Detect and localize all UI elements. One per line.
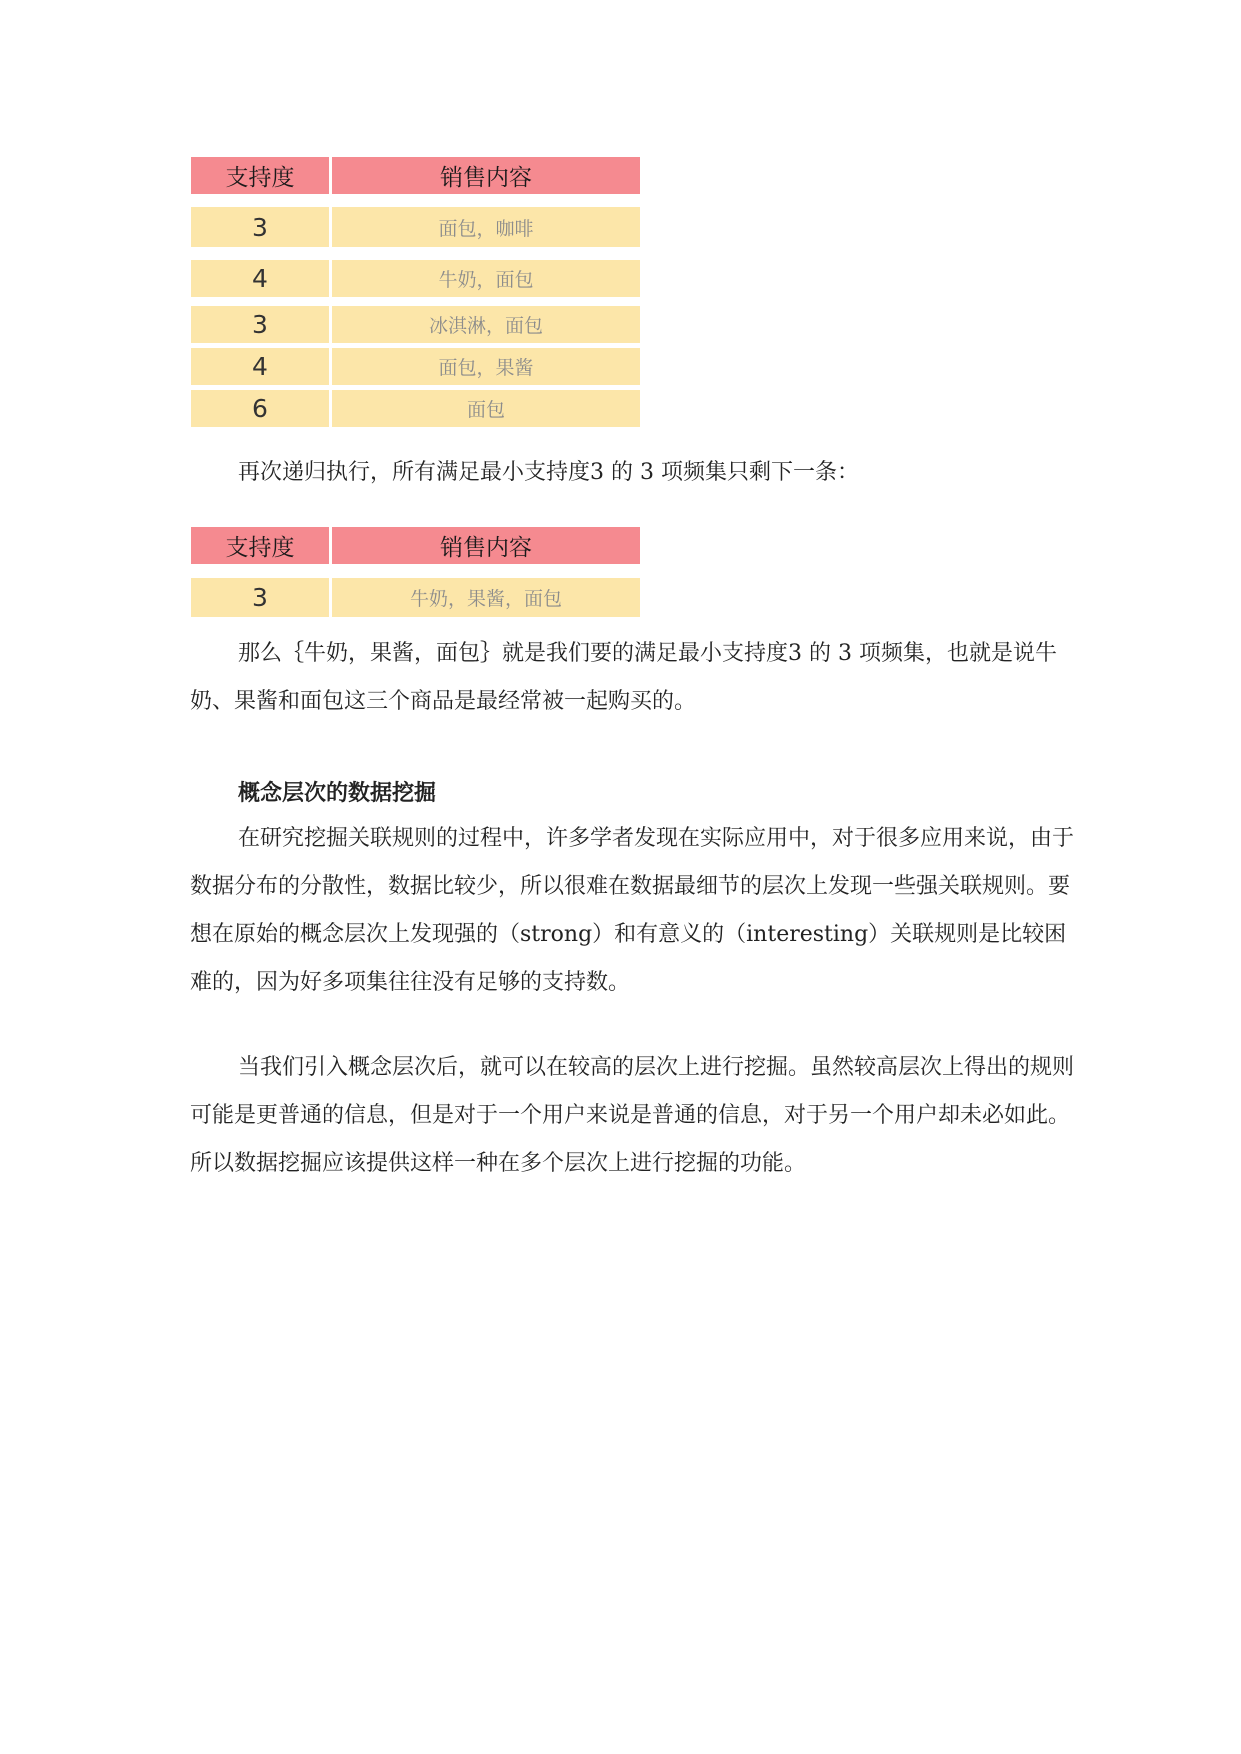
header-content: 销售内容 [332, 527, 640, 564]
cell-support: 4 [191, 260, 329, 297]
cell-support: 4 [191, 348, 329, 385]
table-row [191, 306, 640, 343]
cell-content: 面包 [332, 390, 640, 427]
paragraph-concept-hierarchy: 在研究挖掘关联规则的过程中，许多学者发现在实际应用中，对于很多应用来说，由于数据分布的分散性，数据比较少，所以很难在数据最细节的层次上发现一些强关联规则。要想在原始的概念层次上发现强的（strong）和有意义的（interesting）关联规则是比较困难的，因为好多项集往往没有足够的支持数。 [190, 826, 1075, 995]
paragraph-recursion: 再次递归执行，所有满足最小支持度3 的 3 项频集只剩下一条： [238, 460, 859, 485]
cell-support: 3 [191, 306, 329, 343]
table-row [191, 207, 640, 247]
cell-content: 牛奶，面包 [332, 260, 640, 297]
section-heading: 概念层次的数据挖掘 [238, 781, 437, 806]
table-header [191, 157, 640, 194]
paragraph-conclusion: 那么｛牛奶，果酱，面包｝就是我们要的满足最小支持度3 的 3 项频集，也就是说牛奶、果酱和面包这三个商品是最经常被一起购买的。 [190, 641, 1057, 714]
paragraph-multilevel-mining: 当我们引入概念层次后，就可以在较高的层次上进行挖掘。虽然较高层次上得出的规则可能是更普通的信息，但是对于一个用户来说是普通的信息，对于另一个用户却未必如此。所以数据挖掘应该提供这样一种在多个层次上进行挖掘的功能。 [190, 1055, 1075, 1176]
cell-support: 6 [191, 390, 329, 427]
cell-content: 面包，咖啡 [332, 207, 640, 247]
header-content: 销售内容 [332, 157, 640, 194]
cell-content: 面包，果酱 [332, 348, 640, 385]
header-support: 支持度 [191, 157, 329, 194]
cell-content: 冰淇淋，面包 [332, 306, 640, 343]
table-row [191, 578, 640, 617]
table-row [191, 348, 640, 385]
header-support: 支持度 [191, 527, 329, 564]
cell-support: 3 [191, 578, 329, 617]
cell-support: 3 [191, 207, 329, 247]
table-row [191, 390, 640, 427]
table-header [191, 527, 640, 564]
table-row [191, 260, 640, 297]
cell-content: 牛奶，果酱，面包 [332, 578, 640, 617]
